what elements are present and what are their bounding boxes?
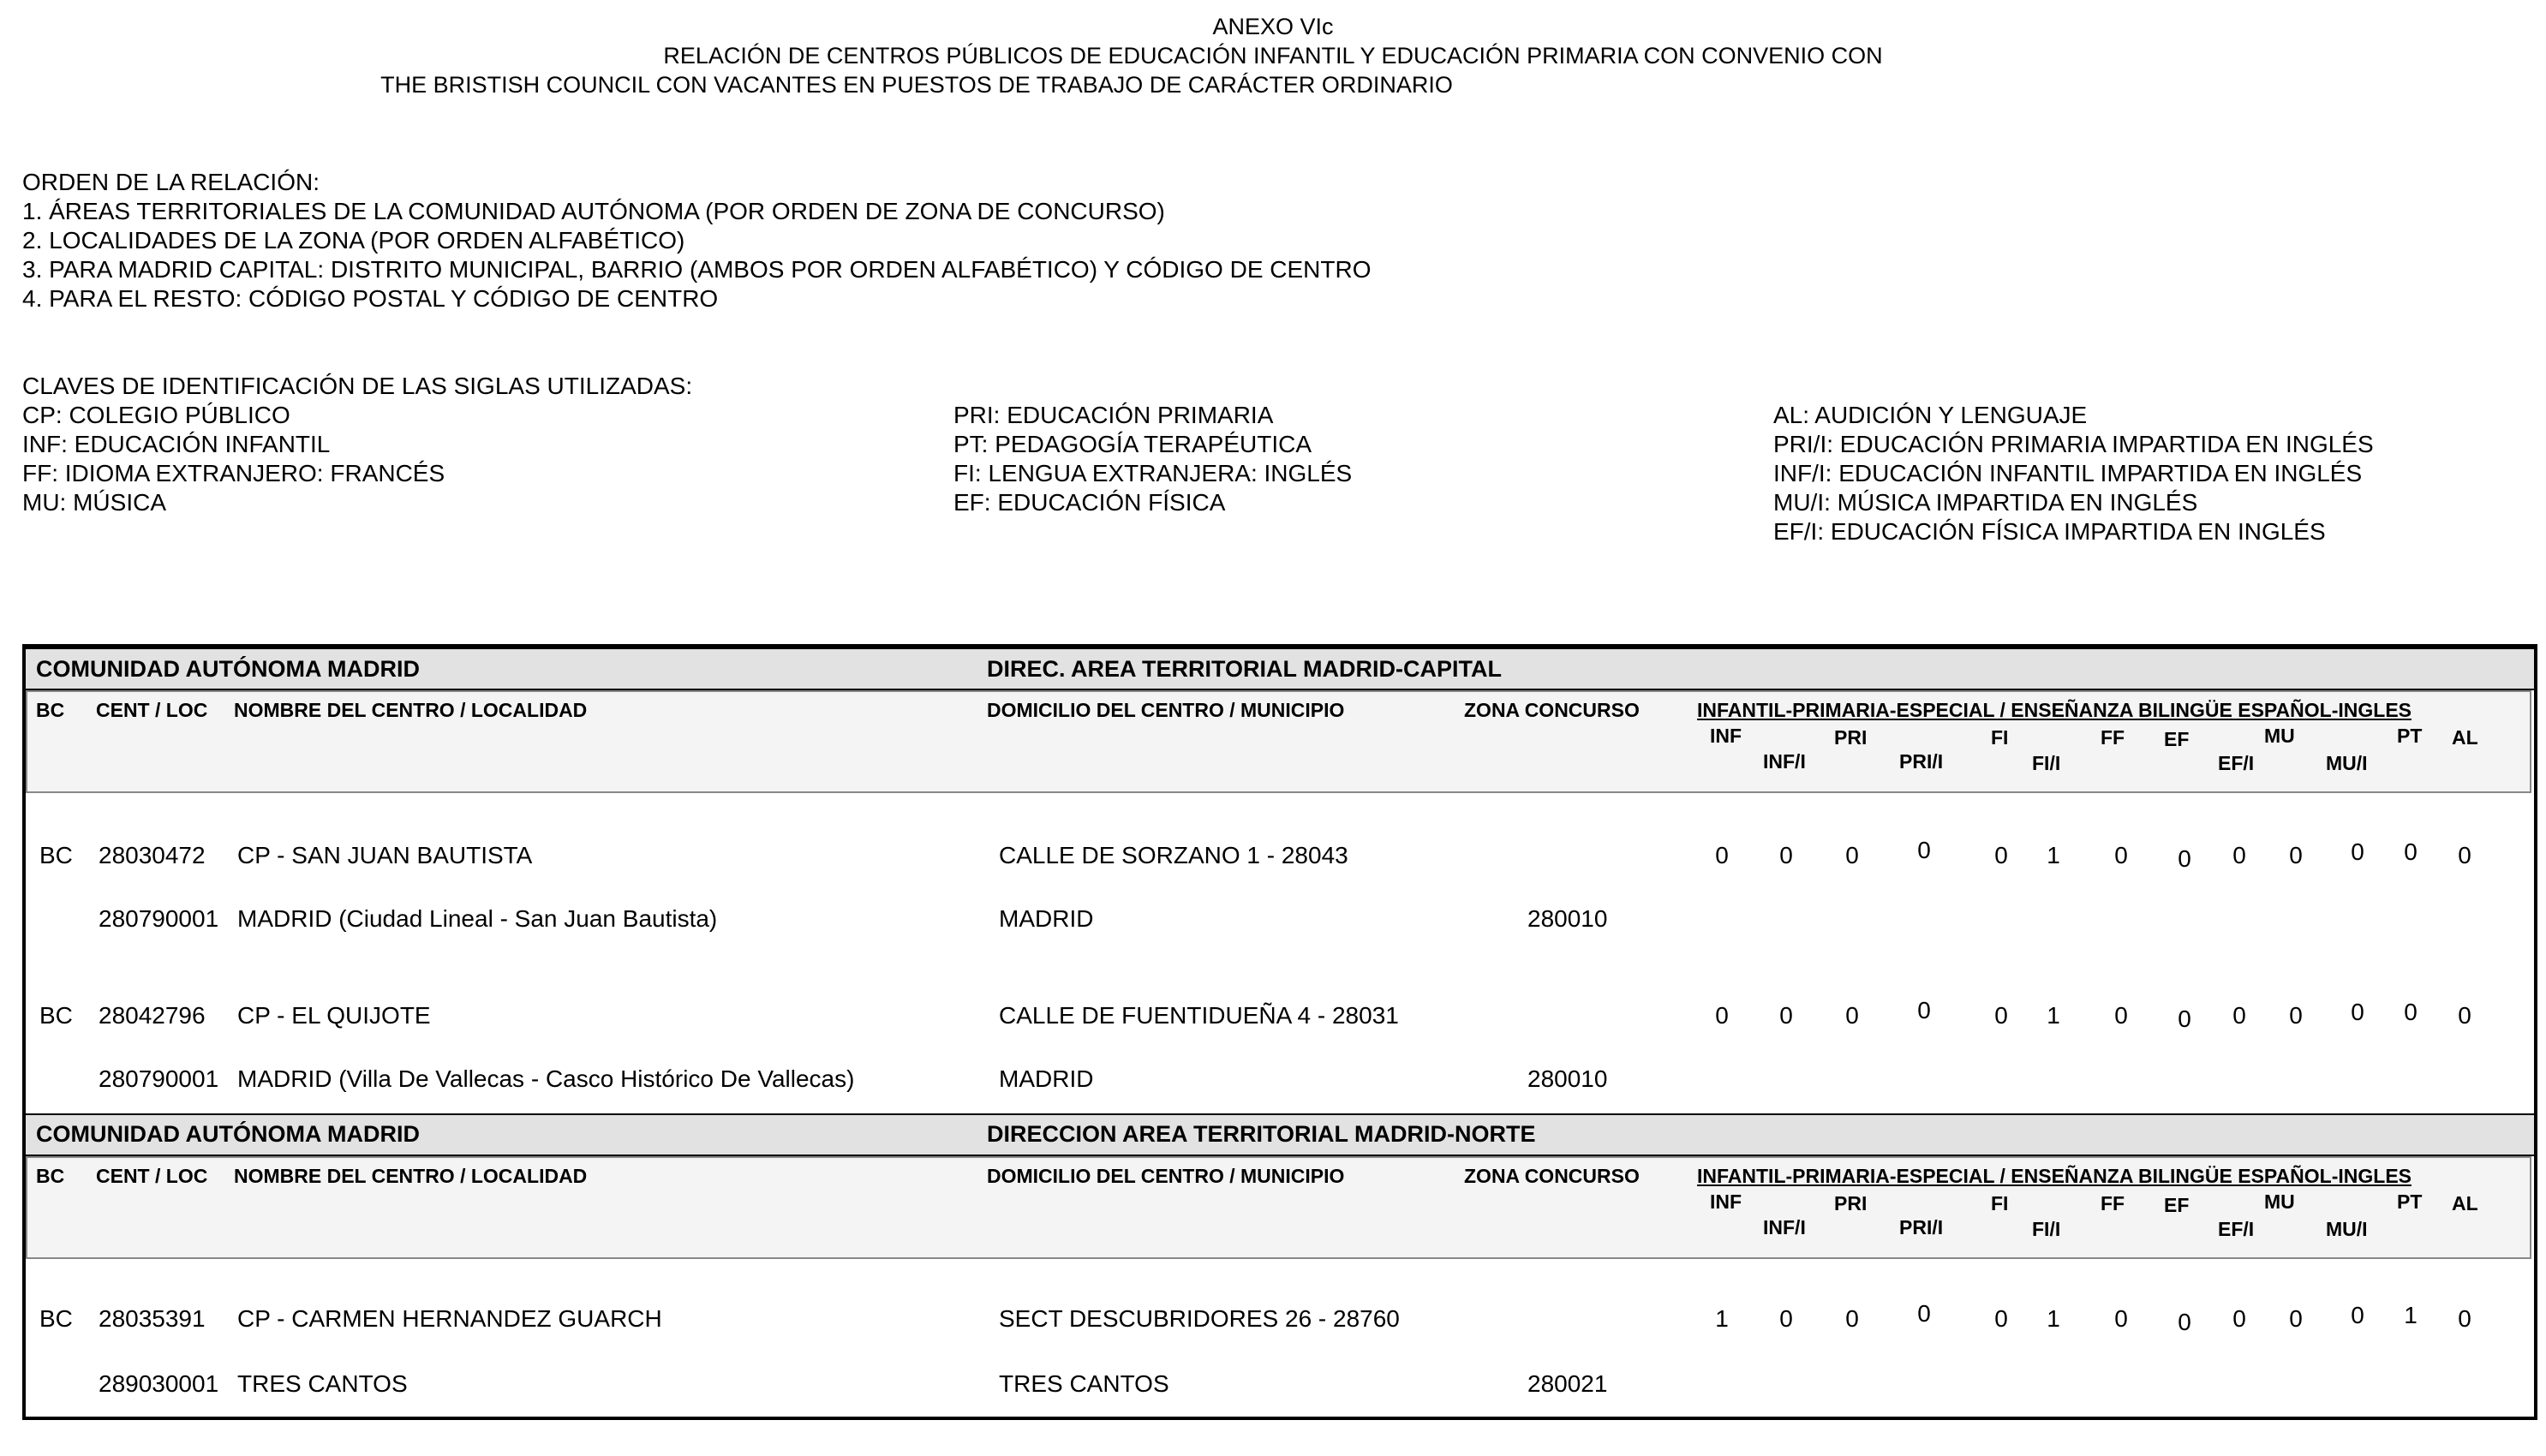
col-zona: ZONA CONCURSO <box>1464 1165 1640 1187</box>
key-item: EF/I: EDUCACIÓN FÍSICA IMPARTIDA EN INGLÉS <box>1773 518 2326 545</box>
row-municipality: MADRID <box>999 1065 1094 1092</box>
col-group: INFANTIL-PRIMARIA-ESPECIAL / ENSEÑANZA BILINGÜE ESPAÑOL-INGLES <box>1697 699 2412 721</box>
value-fi-i: 1 <box>2047 842 2060 868</box>
row-bc: BC <box>39 842 73 868</box>
value-pri-i: 0 <box>1917 1300 1931 1327</box>
row-name: CP - CARMEN HERNANDEZ GUARCH <box>237 1305 662 1332</box>
value-pri: 0 <box>1845 1002 1859 1029</box>
row-zone: 280010 <box>1527 905 1608 932</box>
key-item: PT: PEDAGOGÍA TERAPÉUTICA <box>953 431 1312 457</box>
col-ff: FF <box>2101 726 2125 749</box>
area-label: DIREC. AREA TERRITORIAL MADRID-CAPITAL <box>987 656 1502 682</box>
col-pt: PT <box>2397 725 2423 747</box>
value-fi-i: 1 <box>2047 1305 2060 1332</box>
value-fi-i: 1 <box>2047 1002 2060 1029</box>
order-heading: ORDEN DE LA RELACIÓN: <box>22 169 320 195</box>
row-locality: MADRID (Villa De Vallecas - Casco Histórico De Vallecas) <box>237 1065 855 1092</box>
value-inf: 0 <box>1715 842 1729 868</box>
row-bc: BC <box>39 1002 73 1029</box>
col-mu: MU <box>2264 725 2295 747</box>
key-item: FI: LENGUA EXTRANJERA: INGLÉS <box>953 460 1353 486</box>
value-inf-i: 0 <box>1779 1305 1793 1332</box>
order-item: 4. PARA EL RESTO: CÓDIGO POSTAL Y CÓDIGO DE CENTRO <box>22 285 719 312</box>
value-fi: 0 <box>1994 1002 2008 1029</box>
col-cent-loc: CENT / LOC <box>96 699 208 721</box>
value-mu: 0 <box>2289 1002 2303 1029</box>
row-loc-code: 280790001 <box>99 905 219 932</box>
value-pri-i: 0 <box>1917 997 1931 1023</box>
col-mu: MU <box>2264 1190 2295 1213</box>
area-label: DIRECCION AREA TERRITORIAL MADRID-NORTE <box>987 1121 1536 1147</box>
value-inf: 0 <box>1715 1002 1729 1029</box>
row-bc: BC <box>39 1305 73 1332</box>
col-ef: EF <box>2164 1194 2190 1216</box>
col-fi: FI <box>1991 726 2009 749</box>
key-item: CP: COLEGIO PÚBLICO <box>22 402 290 428</box>
row-name: CP - SAN JUAN BAUTISTA <box>237 842 533 868</box>
col-nombre: NOMBRE DEL CENTRO / LOCALIDAD <box>234 1165 588 1187</box>
col-ef: EF <box>2164 728 2190 750</box>
row-zone: 280010 <box>1527 1065 1608 1092</box>
key-item: INF/I: EDUCACIÓN INFANTIL IMPARTIDA EN INGLÉS <box>1773 460 2363 486</box>
value-ff: 0 <box>2114 1002 2128 1029</box>
value-inf-i: 0 <box>1779 842 1793 868</box>
row-loc-code: 280790001 <box>99 1065 219 1092</box>
row-code: 28030472 <box>99 842 206 868</box>
value-fi: 0 <box>1994 842 2008 868</box>
row-loc-code: 289030001 <box>99 1370 219 1397</box>
col-inf: INF <box>1710 1190 1742 1213</box>
col-pri-i: PRI/I <box>1899 1216 1944 1238</box>
col-inf-i: INF/I <box>1763 750 1806 773</box>
value-ef: 0 <box>2178 1005 2191 1032</box>
key-item: AL: AUDICIÓN Y LENGUAJE <box>1773 402 2088 428</box>
value-mu: 0 <box>2289 842 2303 868</box>
col-nombre: NOMBRE DEL CENTRO / LOCALIDAD <box>234 699 588 721</box>
row-name: CP - EL QUIJOTE <box>237 1002 431 1029</box>
value-pri: 0 <box>1845 1305 1859 1332</box>
value-fi: 0 <box>1994 1305 2008 1332</box>
value-ff: 0 <box>2114 842 2128 868</box>
keys-heading: CLAVES DE IDENTIFICACIÓN DE LAS SIGLAS UTILIZADAS: <box>22 373 693 399</box>
value-inf-i: 0 <box>1779 1002 1793 1029</box>
key-item: INF: EDUCACIÓN INFANTIL <box>22 431 331 457</box>
value-pt: 0 <box>2404 999 2418 1025</box>
col-pt: PT <box>2397 1190 2423 1213</box>
col-fi-i: FI/I <box>2032 1218 2061 1240</box>
row-locality: MADRID (Ciudad Lineal - San Juan Bautista) <box>237 905 718 932</box>
value-mu-i: 0 <box>2351 838 2364 865</box>
value-mu-i: 0 <box>2351 1302 2364 1328</box>
col-ff: FF <box>2101 1192 2125 1214</box>
row-municipality: MADRID <box>999 905 1094 932</box>
col-fi-i: FI/I <box>2032 752 2061 774</box>
col-domicilio: DOMICILIO DEL CENTRO / MUNICIPIO <box>987 699 1345 721</box>
col-al: AL <box>2452 726 2478 749</box>
order-item: 1. ÁREAS TERRITORIALES DE LA COMUNIDAD AUTÓNOMA (POR ORDEN DE ZONA DE CONCURSO) <box>22 198 1165 224</box>
col-ef-i: EF/I <box>2218 1218 2255 1240</box>
value-ef: 0 <box>2178 845 2191 872</box>
value-ef: 0 <box>2178 1309 2191 1335</box>
value-pt: 1 <box>2404 1302 2418 1328</box>
row-locality: TRES CANTOS <box>237 1370 408 1397</box>
row-code: 28035391 <box>99 1305 206 1332</box>
order-item: 3. PARA MADRID CAPITAL: DISTRITO MUNICIPAL, BARRIO (AMBOS POR ORDEN ALFABÉTICO) Y CÓDIGO DE CENTRO <box>22 256 1372 283</box>
col-pri: PRI <box>1834 726 1868 749</box>
col-al: AL <box>2452 1192 2478 1214</box>
col-mu-i: MU/I <box>2326 1218 2368 1240</box>
col-inf-i: INF/I <box>1763 1216 1806 1238</box>
value-ef-i: 0 <box>2232 1002 2246 1029</box>
row-address: CALLE DE SORZANO 1 - 28043 <box>999 842 1348 868</box>
col-ef-i: EF/I <box>2218 752 2255 774</box>
row-address: CALLE DE FUENTIDUEÑA 4 - 28031 <box>999 1002 1399 1029</box>
community-label: COMUNIDAD AUTÓNOMA MADRID <box>36 656 420 682</box>
value-pt: 0 <box>2404 838 2418 865</box>
value-al: 0 <box>2458 1305 2471 1332</box>
key-item: MU: MÚSICA <box>22 489 166 516</box>
col-inf: INF <box>1710 725 1742 747</box>
col-domicilio: DOMICILIO DEL CENTRO / MUNICIPIO <box>987 1165 1345 1187</box>
row-municipality: TRES CANTOS <box>999 1370 1169 1397</box>
col-mu-i: MU/I <box>2326 752 2368 774</box>
key-item: PRI: EDUCACIÓN PRIMARIA <box>953 402 1274 428</box>
annex-subtitle-1: RELACIÓN DE CENTROS PÚBLICOS DE EDUCACIÓN INFANTIL Y EDUCACIÓN PRIMARIA CON CONVENIO CON <box>663 43 1883 69</box>
col-group: INFANTIL-PRIMARIA-ESPECIAL / ENSEÑANZA BILINGÜE ESPAÑOL-INGLES <box>1697 1165 2412 1187</box>
col-zona: ZONA CONCURSO <box>1464 699 1640 721</box>
col-fi: FI <box>1991 1192 2009 1214</box>
value-al: 0 <box>2458 842 2471 868</box>
key-item: EF: EDUCACIÓN FÍSICA <box>953 489 1226 516</box>
value-pri-i: 0 <box>1917 837 1931 863</box>
row-code: 28042796 <box>99 1002 206 1029</box>
value-mu: 0 <box>2289 1305 2303 1332</box>
key-item: PRI/I: EDUCACIÓN PRIMARIA IMPARTIDA EN INGLÉS <box>1773 431 2374 457</box>
annex-subtitle-2: THE BRISTISH COUNCIL CON VACANTES EN PUESTOS DE TRABAJO DE CARÁCTER ORDINARIO <box>380 72 1453 98</box>
order-item: 2. LOCALIDADES DE LA ZONA (POR ORDEN ALFABÉTICO) <box>22 227 685 254</box>
annex-title: ANEXO VIc <box>1212 14 1334 39</box>
key-item: MU/I: MÚSICA IMPARTIDA EN INGLÉS <box>1773 489 2198 516</box>
col-pri-i: PRI/I <box>1899 750 1944 773</box>
value-al: 0 <box>2458 1002 2471 1029</box>
value-inf: 1 <box>1715 1305 1729 1332</box>
key-item: FF: IDIOMA EXTRANJERO: FRANCÉS <box>22 460 445 486</box>
value-ef-i: 0 <box>2232 1305 2246 1332</box>
col-bc: BC <box>36 1165 65 1187</box>
value-pri: 0 <box>1845 842 1859 868</box>
col-pri: PRI <box>1834 1192 1868 1214</box>
row-address: SECT DESCUBRIDORES 26 - 28760 <box>999 1305 1400 1332</box>
value-ff: 0 <box>2114 1305 2128 1332</box>
value-ef-i: 0 <box>2232 842 2246 868</box>
value-mu-i: 0 <box>2351 999 2364 1025</box>
community-label: COMUNIDAD AUTÓNOMA MADRID <box>36 1121 420 1147</box>
col-bc: BC <box>36 699 65 721</box>
col-cent-loc: CENT / LOC <box>96 1165 208 1187</box>
row-zone: 280021 <box>1527 1370 1608 1397</box>
